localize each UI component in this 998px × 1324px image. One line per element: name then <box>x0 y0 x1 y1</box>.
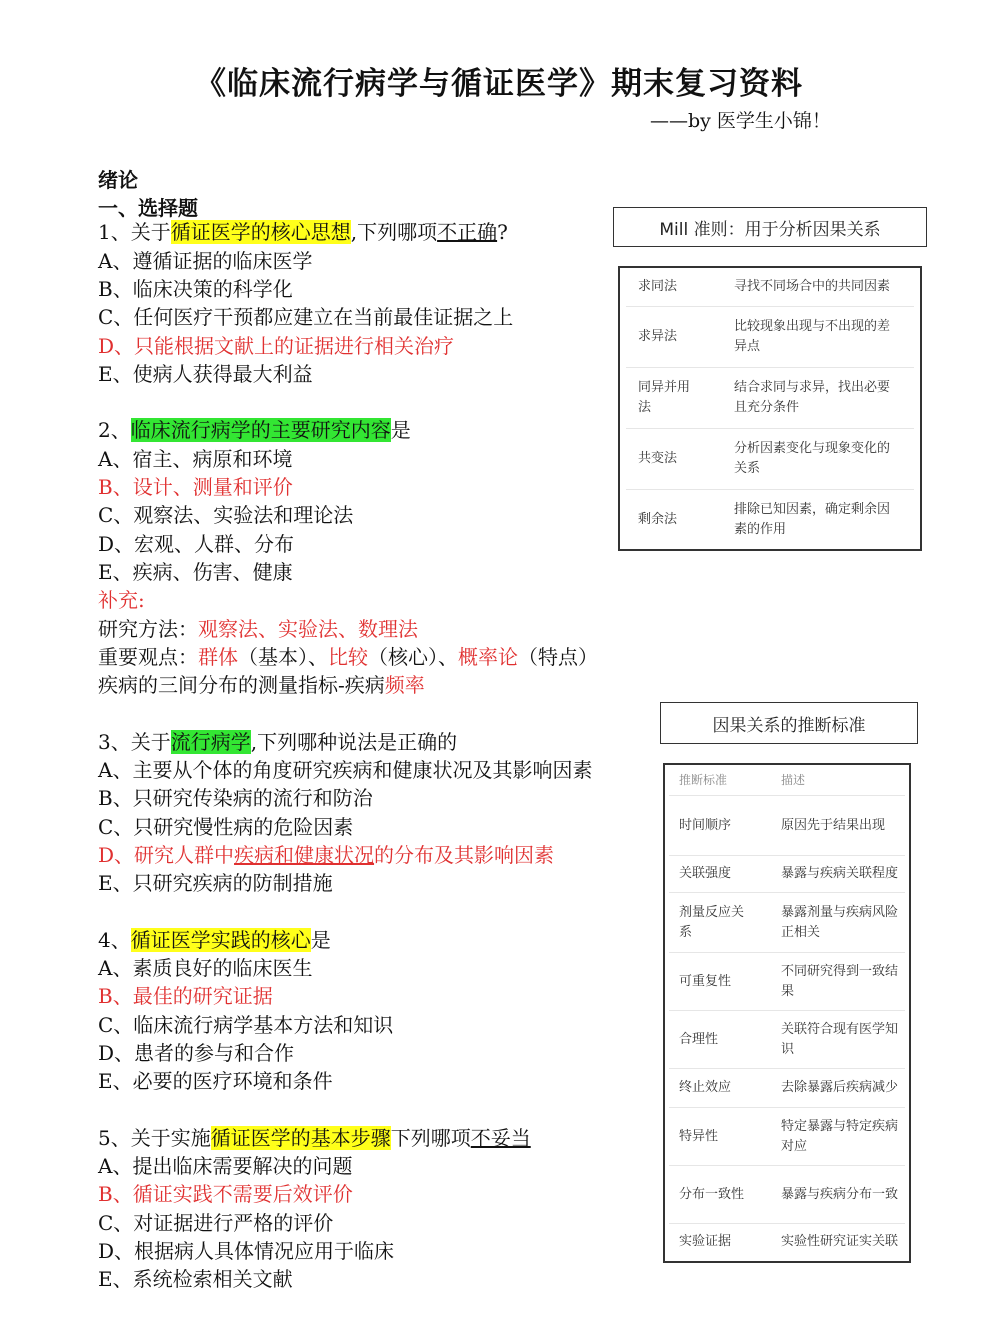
supplement-label: 补充: <box>98 588 145 612</box>
mill-row: 求同法 寻找不同场合中的共同因素 <box>626 268 914 307</box>
causal-row: 分布一致性 暴露与疾病分布一致 <box>669 1166 905 1224</box>
mill-heading-box <box>613 207 927 247</box>
option: D、患者的参与和合作 <box>98 1041 295 1065</box>
causal-row: 合理性 关联符合现有医学知识 <box>669 1011 905 1069</box>
causal-table <box>663 763 911 1263</box>
option: D、根据病人具体情况应用于临床 <box>98 1239 395 1263</box>
causal-row: 实验证据 实验性研究证实关联 <box>679 1234 899 1249</box>
causal-row: 特异性 特定暴露与特定疾病对应 <box>669 1108 905 1166</box>
answer-option: D、研究人群中疾病和健康状况的分布及其影响因素 <box>98 843 555 867</box>
option: A、提出临床需要解决的问题 <box>98 1154 353 1178</box>
option: D、宏观、人群、分布 <box>98 532 295 556</box>
author-line: ——by 医学生小锦！ <box>650 110 831 132</box>
highlight: 流行病学 <box>170 730 251 754</box>
causal-row: 时间顺序 原因先于结果出现 <box>669 796 905 856</box>
option: B、临床决策的科学化 <box>98 277 293 301</box>
question-3: 3、关于流行病学,下列哪种说法是正确的 <box>98 730 458 754</box>
chapter-heading: 绪论 <box>98 168 138 192</box>
highlight: 循证医学实践的核心 <box>130 928 311 952</box>
causal-heading: 因果关系的推断标准 <box>712 715 866 736</box>
causal-row: 关联强度 暴露与疾病关联程度 <box>669 856 905 893</box>
causal-header-row: 推断标准 描述 <box>669 765 905 796</box>
option: A、素质良好的临床医生 <box>98 956 313 980</box>
highlight: 循证医学的基本步骤 <box>210 1126 391 1150</box>
option: C、观察法、实验法和理论法 <box>98 503 354 527</box>
mill-row: 求异法 比较现象出现与不出现的差异点 <box>626 307 914 368</box>
mill-row: 共变法 分析因素变化与现象变化的关系 <box>626 429 914 490</box>
highlight: 临床流行病学的主要研究内容 <box>130 418 391 442</box>
option: C、任何医疗干预都应建立在当前最佳证据之上 <box>98 305 514 329</box>
causal-row: 终止效应 去除暴露后疾病减少 <box>669 1069 905 1108</box>
option: A、宿主、病原和环境 <box>98 447 293 471</box>
question-1: 1、关于循证医学的核心思想,下列哪项不正确? <box>98 220 508 244</box>
answer-option: B、循证实践不需要后效评价 <box>98 1182 353 1206</box>
option: E、使病人获得最大利益 <box>98 362 313 386</box>
part-heading: 一、选择题 <box>98 196 198 220</box>
option: A、主要从个体的角度研究疾病和健康状况及其影响因素 <box>98 758 593 782</box>
option: E、只研究疾病的防制措施 <box>98 871 333 895</box>
important-views: 重要观点：群体（基本）、比较（核心）、概率论（特点） <box>98 645 598 669</box>
option: C、只研究慢性病的危险因素 <box>98 815 354 839</box>
mill-row: 剩余法 排除已知因素，确定剩余因素的作用 <box>638 501 891 537</box>
mill-heading: Mill 准则：用于分析因果关系 <box>659 219 881 240</box>
question-4: 4、循证医学实践的核心是 <box>98 928 331 952</box>
highlight: 循证医学的核心思想 <box>170 220 351 244</box>
option: C、临床流行病学基本方法和知识 <box>98 1013 394 1037</box>
answer-option: B、设计、测量和评价 <box>98 475 293 499</box>
option: E、系统检索相关文献 <box>98 1267 293 1291</box>
mill-table <box>618 266 922 551</box>
option: E、疾病、伤害、健康 <box>98 560 293 584</box>
question-2: 2、临床流行病学的主要研究内容是 <box>98 418 411 442</box>
causal-row: 可重复性 不同研究得到一致结果 <box>669 953 905 1011</box>
distribution-indicator: 疾病的三间分布的测量指标-疾病频率 <box>98 673 425 697</box>
causal-heading-box <box>660 702 918 744</box>
answer-option: B、最佳的研究证据 <box>98 984 273 1008</box>
option: A、遵循证据的临床医学 <box>98 249 313 273</box>
option: E、必要的医疗环境和条件 <box>98 1069 333 1093</box>
answer-option: D、只能根据文献上的证据进行相关治疗 <box>98 334 455 358</box>
causal-row: 剂量反应关系 暴露剂量与疾病风险正相关 <box>669 893 905 953</box>
page-title: 《临床流行病学与循证医学》期末复习资料 <box>195 66 803 102</box>
option: C、对证据进行严格的评价 <box>98 1211 334 1235</box>
research-methods: 研究方法：观察法、实验法、数理法 <box>98 617 418 641</box>
option: B、只研究传染病的流行和防治 <box>98 786 373 810</box>
question-5: 5、关于实施循证医学的基本步骤下列哪项不妥当 <box>98 1126 531 1150</box>
mill-row: 同异并用法 结合求同与求异，找出必要且充分条件 <box>626 368 914 429</box>
